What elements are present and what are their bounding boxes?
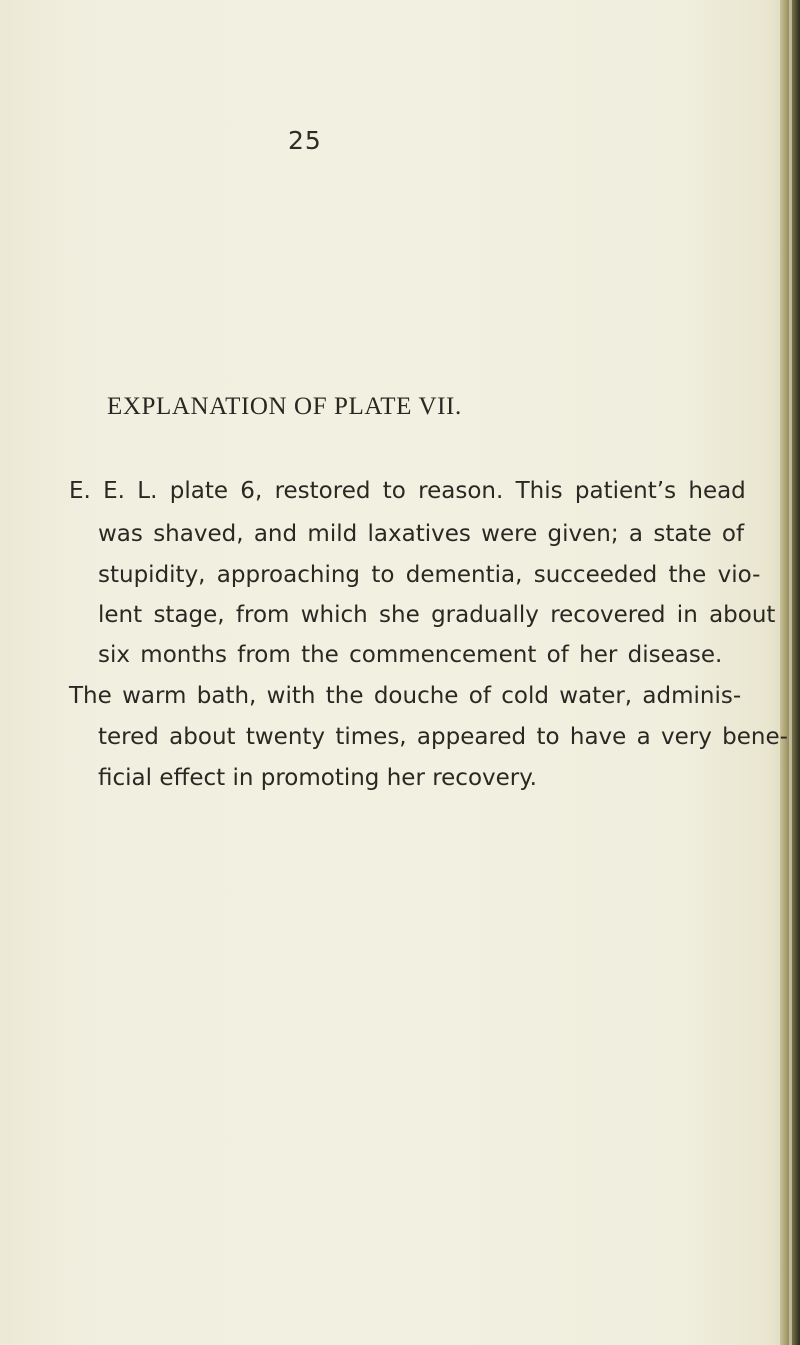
page-number: 25 bbox=[288, 126, 322, 155]
body-line-8: ficial effect in promoting her recovery. bbox=[98, 765, 537, 791]
body-line-3: stupidity, approaching to dementia, succeeded the vio- bbox=[98, 562, 761, 588]
plate-heading: EXPLANATION OF PLATE VII. bbox=[107, 393, 462, 420]
body-line-2: was shaved, and mild laxatives were given; a state of bbox=[98, 521, 745, 547]
body-line-4: lent stage, from which she gradually recovered in about bbox=[98, 602, 776, 628]
body-line-7: tered about twenty times, appeared to have a very bene- bbox=[98, 724, 788, 750]
body-line-5: six months from the commencement of her disease. bbox=[98, 642, 723, 668]
body-line-6: The warm bath, with the douche of cold water, adminis- bbox=[69, 683, 742, 709]
page-edge-highlight bbox=[789, 0, 792, 1345]
body-line-1: E. E. L. plate 6, restored to reason. This patient’s head bbox=[69, 478, 746, 504]
